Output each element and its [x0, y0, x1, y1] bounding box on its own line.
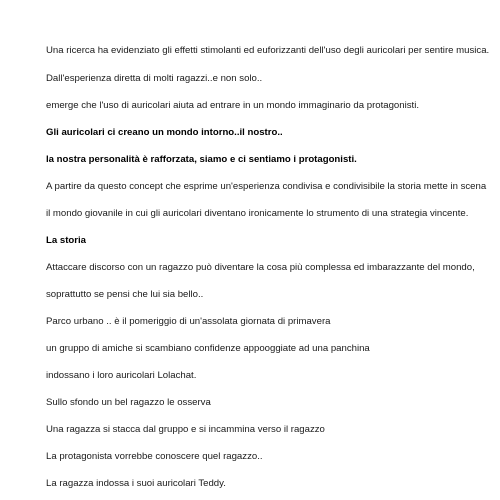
paragraph-line-3: emerge che l'uso di auricolari aiuta ad entrare in un mondo immaginario da protagonisti.: [46, 100, 419, 111]
paragraph-line-1: Una ricerca ha evidenziato gli effetti stimolanti ed euforizzanti dell'uso degli auricolari per sentire musica.: [46, 45, 490, 56]
paragraph-line-4: A partire da questo concept che esprime un'esperienza condivisa e condivisibile la storia mette in scena: [46, 181, 487, 192]
story-line-7: Una ragazza si stacca dal gruppo e si incammina verso il ragazzo: [46, 424, 325, 435]
paragraph-line-5: il mondo giovanile in cui gli auricolari diventano ironicamente lo strumento di una strategia vincente.: [46, 208, 469, 219]
story-line-4: un gruppo di amiche si scambiano confidenze appooggiate ad una panchina: [46, 343, 370, 354]
bold-line-1: Gli auricolari ci creano un mondo intorno..il nostro..: [46, 127, 283, 138]
story-line-2: soprattutto se pensi che lui sia bello..: [46, 289, 204, 300]
section-heading: La storia: [46, 235, 86, 246]
paragraph-line-2: Dall'esperienza diretta di molti ragazzi..e non solo..: [46, 73, 263, 84]
bold-line-2: la nostra personalità è rafforzata, siamo e ci sentiamo i protagonisti.: [46, 154, 357, 165]
story-line-9: La ragazza indossa i suoi auricolari Teddy.: [46, 478, 226, 489]
story-line-8: La protagonista vorrebbe conoscere quel ragazzo..: [46, 451, 263, 462]
story-line-6: Sullo sfondo un bel ragazzo le osserva: [46, 397, 211, 408]
story-line-1: Attaccare discorso con un ragazzo può diventare la cosa più complessa ed imbarazzante del mondo,: [46, 262, 475, 273]
story-line-5: indossano i loro auricolari Lolachat.: [46, 370, 197, 381]
story-line-3: Parco urbano .. è il pomeriggio di un'assolata giornata di primavera: [46, 316, 331, 327]
